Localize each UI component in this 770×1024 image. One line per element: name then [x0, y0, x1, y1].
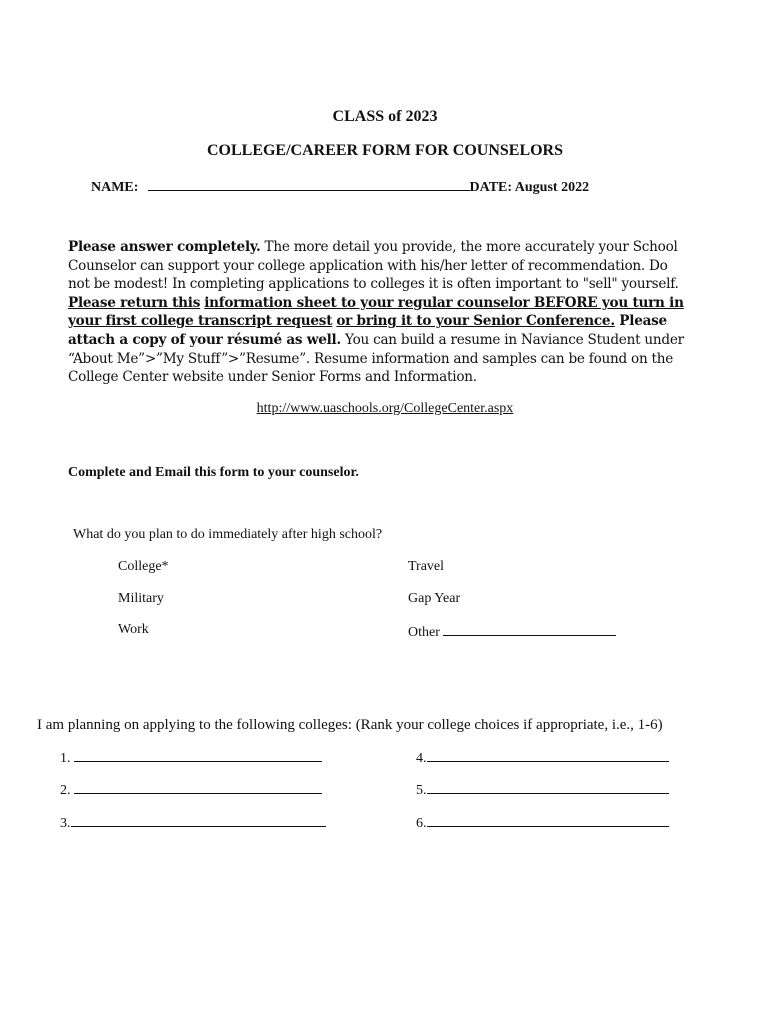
return-text-b: information sheet to your regular counselor BEFORE you turn in your first college transcript request [68, 294, 684, 330]
college-center-link[interactable]: http://www.uaschools.org/CollegeCenter.aspx [256, 401, 514, 416]
college-field-2[interactable] [74, 780, 322, 794]
college-number-1: 1. [60, 751, 71, 766]
option-work[interactable]: Work [118, 622, 149, 637]
college-row-6 [416, 813, 669, 832]
instructions-text-1: The more detail you provide, the more accurately your School Counselor can support your college application with his/her letter of recommendation. Do not be modest! In completing applications to colleges it is often important to "sell" yourself. [68, 239, 679, 293]
class-title: CLASS of 2023 [332, 108, 438, 125]
college-field-4[interactable] [427, 748, 669, 762]
instructions-text-2: You can build a resume in Naviance Student under “About Me”>”My Stuff”>”Resume”. Resume information and samples can be found on the College Center website under Senior Forms and Information. [68, 331, 684, 386]
other-field[interactable] [443, 622, 616, 636]
option-gap-year[interactable]: Gap Year [408, 591, 461, 606]
college-row-3 [60, 813, 326, 832]
name-row [91, 176, 589, 196]
college-field-1[interactable] [74, 748, 322, 762]
college-number-5: 5. [416, 783, 427, 798]
option-travel[interactable]: Travel [408, 559, 445, 574]
college-number-6: 6. [416, 816, 427, 831]
college-field-6[interactable] [427, 813, 669, 827]
college-row-2 [60, 780, 322, 799]
name-label: NAME: [91, 180, 139, 195]
colleges-prompt: I am planning on applying to the following colleges: (Rank your college choices if appropriate, i.e., 1-6) [37, 717, 663, 733]
return-text-c: or bring it to your Senior Conference. [336, 313, 615, 330]
form-title: COLLEGE/CAREER FORM FOR COUNSELORS [206, 142, 564, 159]
college-number-4: 4. [416, 751, 427, 766]
college-row-4 [416, 748, 669, 767]
college-row-1 [60, 748, 322, 767]
college-row-5 [416, 780, 669, 799]
attach-text: Please attach a copy of your résumé as well. [68, 313, 667, 348]
email-note: Complete and Email this form to your counselor. [68, 465, 359, 480]
option-other-row [408, 622, 616, 641]
college-number-2: 2. [60, 783, 71, 798]
instructions-lead: Please answer completely. [68, 239, 261, 255]
college-number-3: 3. [60, 816, 71, 831]
college-field-3[interactable] [71, 813, 326, 827]
date-label: DATE: August 2022 [469, 180, 590, 195]
return-text-a: Please return this [68, 294, 201, 311]
instructions-paragraph [68, 238, 688, 387]
option-military[interactable]: Military [118, 591, 164, 606]
college-field-5[interactable] [427, 780, 669, 794]
option-other[interactable]: Other [408, 625, 440, 640]
name-field[interactable] [148, 177, 470, 191]
plans-question: What do you plan to do immediately after high school? [73, 527, 383, 542]
option-college[interactable]: College* [118, 559, 169, 574]
